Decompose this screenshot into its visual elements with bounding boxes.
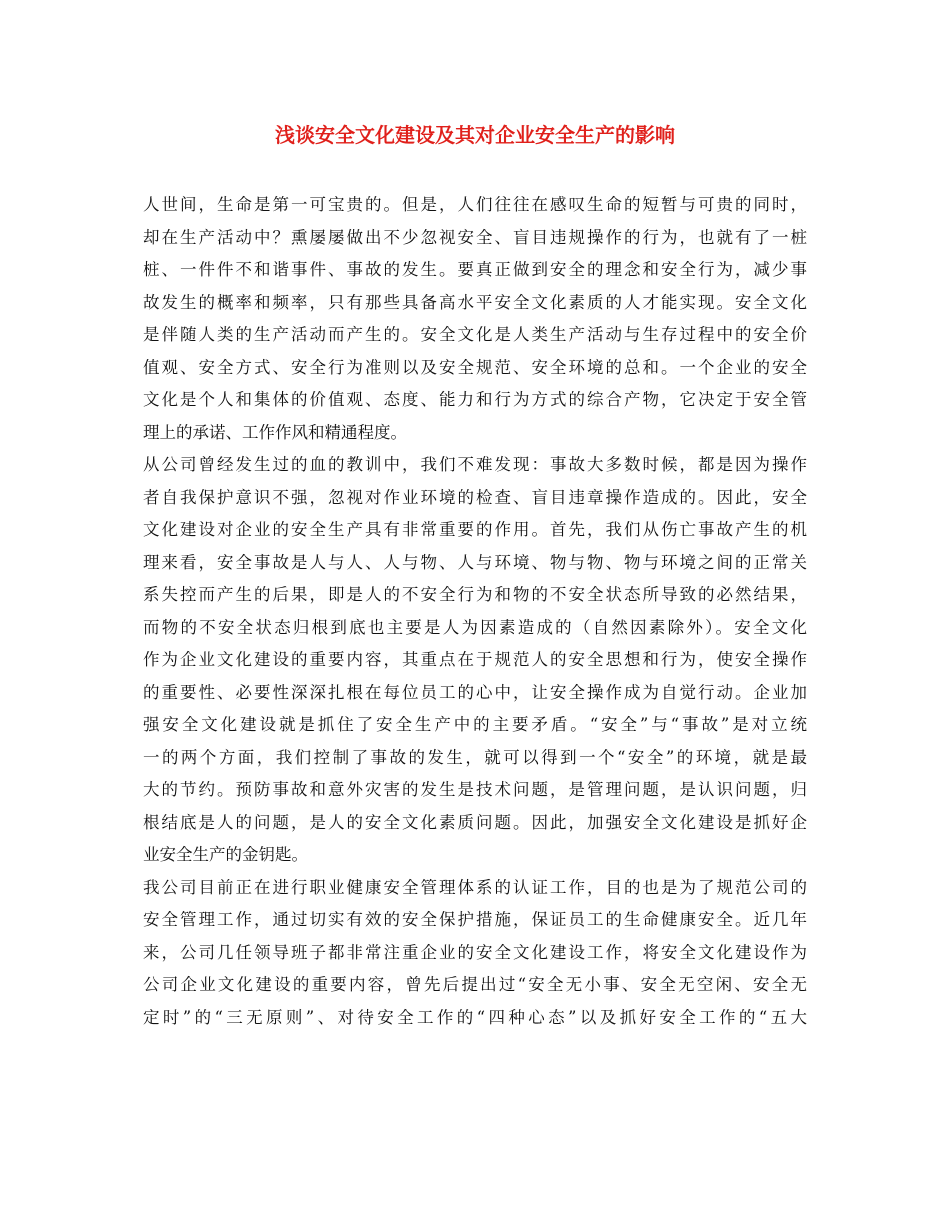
text-line: 安全管理工作，通过切实有效的安全保护措施，保证员工的生命健康安全。近几年: [143, 910, 807, 929]
text-line: 人世间，生命是第一可宝贵的。但是，人们往往在感叹生命的短暂与可贵的同时，: [143, 195, 807, 214]
text-line: 桩、一件件不和谐事件、事故的发生。要真正做到安全的理念和安全行为，减少事: [143, 260, 807, 279]
document-title: 浅谈安全文化建设及其对企业安全生产的影响: [275, 123, 675, 147]
text-line: 业安全生产的金钥匙。: [143, 845, 308, 864]
text-line: 却在生产活动中？熏屡屡做出不少忽视安全、盲目违规操作的行为，也就有了一桩: [143, 227, 807, 247]
text-line: 公司企业文化建设的重要内容，曾先后提出过“安全无小事、安全无空闲、安全无: [143, 975, 807, 994]
text-line: 文化建设对企业的安全生产具有非常重要的作用。首先，我们从伤亡事故产生的机: [143, 520, 807, 539]
text-line: 系失控而产生的后果，即是人的不安全行为和物的不安全状态所导致的必然结果，: [143, 585, 807, 604]
text-line: 者自我保护意识不强，忽视对作业环境的检查、盲目违章操作造成的。因此，安全: [143, 487, 807, 507]
text-line: 从公司曾经发生过的血的教训中，我们不难发现：事故大多数时候，都是因为操作: [143, 455, 807, 474]
text-line: 文化是个人和集体的价值观、态度、能力和行为方式的综合产物，它决定于安全管: [143, 390, 807, 409]
text-line: 值观、安全方式、安全行为准则以及安全规范、安全环境的总和。一个企业的安全: [143, 357, 807, 377]
text-line: 理上的承诺、工作作风和精通程度。: [143, 422, 407, 442]
paragraph-1: [143, 189, 807, 449]
text-line: 的重要性、必要性深深扎根在每位员工的心中，让安全操作成为自觉行动。企业加: [143, 682, 807, 702]
text-line: 而物的不安全状态归根到底也主要是人为因素造成的（自然因素除外）。安全文化: [143, 617, 807, 637]
text-line: 来，公司几任领导班子都非常注重企业的安全文化建设工作，将安全文化建设作为: [143, 942, 807, 962]
text-line: 我公司目前正在进行职业健康安全管理体系的认证工作，目的也是为了规范公司的: [143, 877, 807, 897]
text-line: 一的两个方面，我们控制了事故的发生，就可以得到一个“安全”的环境，就是最: [143, 747, 807, 767]
text-line: 是伴随人类的生产活动而产生的。安全文化是人类生产活动与生存过程中的安全价: [143, 325, 807, 344]
document-body: [143, 189, 807, 1034]
paragraph-2: [143, 449, 807, 872]
text-line: 定时”的“三无原则”、对待安全工作的“四种心态”以及抓好安全工作的“五大: [143, 1007, 807, 1027]
paragraph-3: [143, 872, 807, 1035]
text-line: 根结底是人的问题，是人的安全文化素质问题。因此，加强安全文化建设是抓好企: [143, 812, 807, 832]
text-line: 强安全文化建设就是抓住了安全生产中的主要矛盾。“安全”与“事故”是对立统: [143, 715, 807, 734]
text-line: 故发生的概率和频率，只有那些具备高水平安全文化素质的人才能实现。安全文化: [143, 292, 807, 312]
text-line: 作为企业文化建设的重要内容，其重点在于规范人的安全思想和行为，使安全操作: [143, 650, 807, 669]
text-line: 大的节约。预防事故和意外灾害的发生是技术问题，是管理问题，是认识问题，归: [143, 780, 807, 799]
text-line: 理来看，安全事故是人与人、人与物、人与环境、物与物、物与环境之间的正常关: [143, 552, 807, 572]
